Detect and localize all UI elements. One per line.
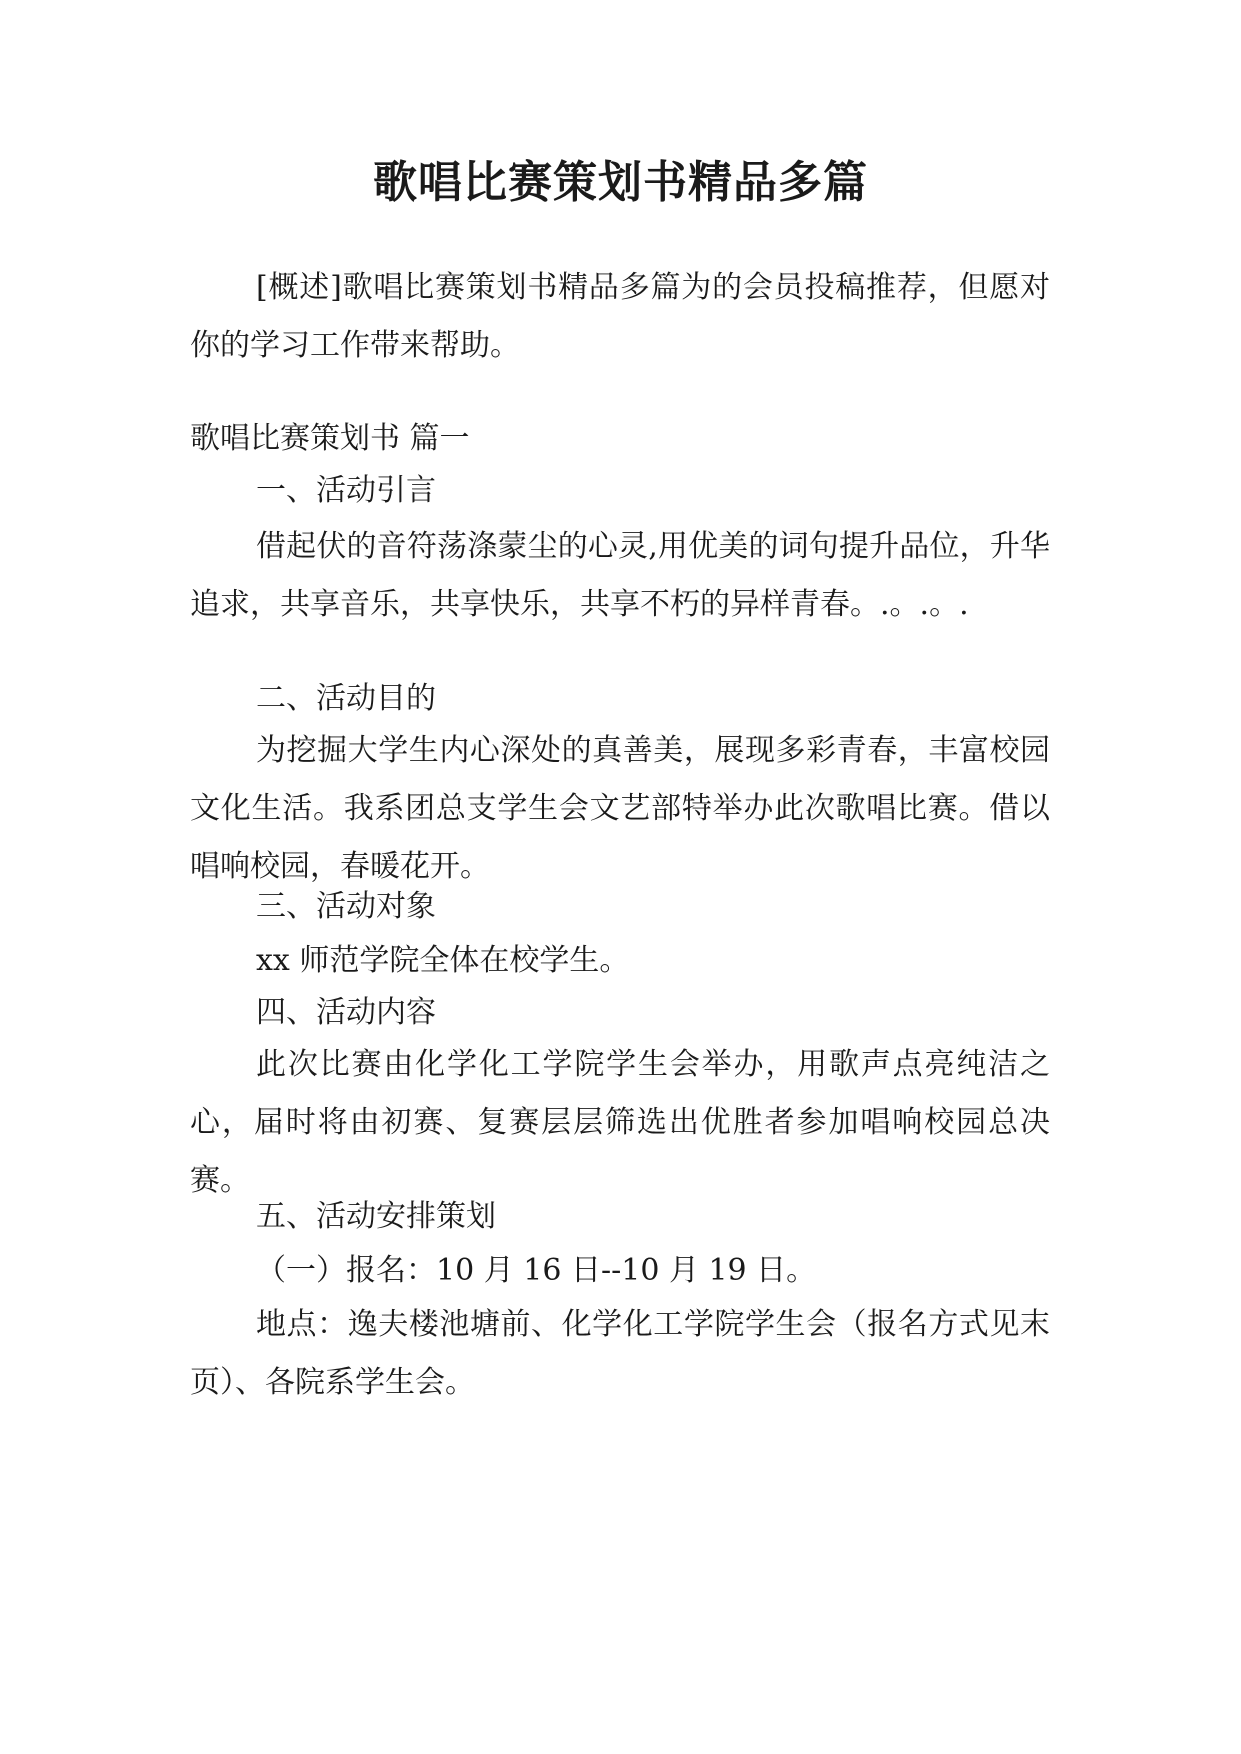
- paragraph-content: 此次比赛由化学化工学院学生会举办，用歌声点亮纯洁之心，届时将由初赛、复赛层层筛选出优胜者参加唱响校园总决赛。: [190, 1047, 1050, 1198]
- summary-paragraph: [概述]歌唱比赛策划书精品多篇为的会员投稿推荐，但愿对你的学习工作带来帮助。: [190, 270, 1050, 363]
- heading-purpose: 二、活动目的: [256, 681, 436, 716]
- paragraph-audience: xx 师范学院全体在校学生。: [256, 943, 630, 978]
- paragraph-location: 地点：逸夫楼池塘前、化学化工学院学生会（报名方式见末页）、各院系学生会。: [190, 1307, 1050, 1400]
- document-title: 歌唱比赛策划书精品多篇: [373, 157, 868, 208]
- paragraph-registration: （一）报名：10 月 16 日--10 月 19 日。: [256, 1253, 817, 1288]
- heading-schedule: 五、活动安排策划: [256, 1199, 496, 1234]
- paragraph-purpose: 为挖掘大学生内心深处的真善美，展现多彩青春，丰富校园文化生活。我系团总支学生会文艺部特举办此次歌唱比赛。借以唱响校园，春暖花开。: [190, 733, 1050, 884]
- heading-content: 四、活动内容: [256, 995, 436, 1030]
- heading-intro: 一、活动引言: [256, 473, 436, 508]
- section-title: 歌唱比赛策划书 篇一: [190, 421, 470, 456]
- heading-audience: 三、活动对象: [256, 889, 436, 924]
- paragraph-intro: 借起伏的音符荡涤蒙尘的心灵,用优美的词句提升品位，升华追求，共享音乐，共享快乐，共享不朽的异样青春。.。.。.: [190, 529, 1050, 622]
